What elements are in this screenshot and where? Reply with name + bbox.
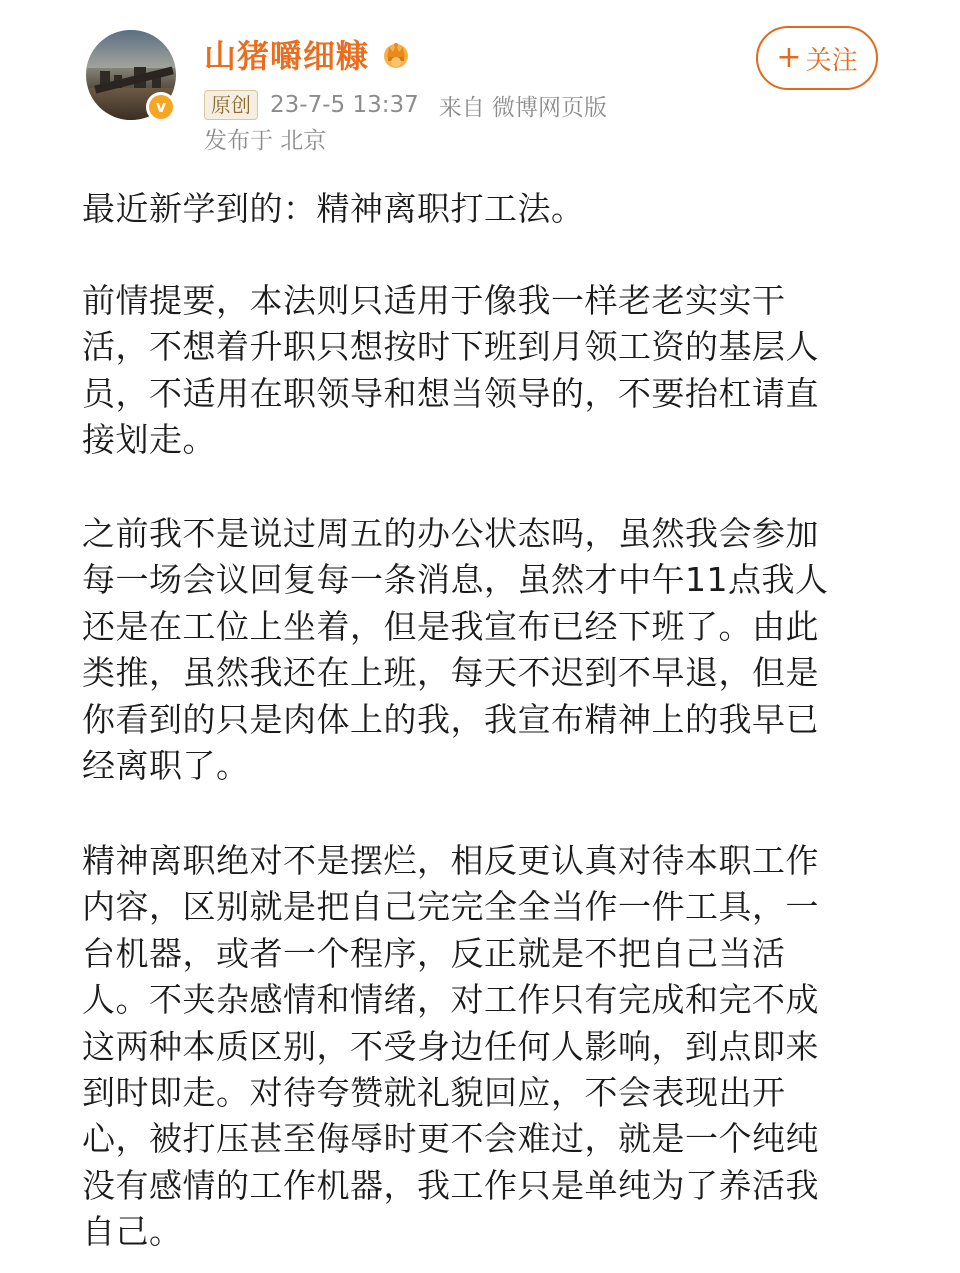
text-line: 接划走。: [82, 420, 216, 460]
text-line: 经离职了。: [82, 746, 250, 786]
text-line: 每一场会议回复每一条消息，虽然才中午11点我人: [82, 560, 829, 600]
text-line: 台机器，或者一个程序，反正就是不把自己当活: [82, 933, 786, 973]
text-line: 内容，区别就是把自己完完全全当作一件工具，一: [82, 887, 819, 927]
paragraph: [82, 186, 585, 232]
post-meta: [204, 88, 607, 122]
text-line: 自己。: [82, 1212, 183, 1252]
follow-label: 关注: [805, 45, 858, 76]
follow-button[interactable]: [756, 26, 878, 90]
author-row: [204, 30, 413, 78]
paragraph: [82, 838, 862, 1256]
original-tag: 原创: [204, 90, 258, 120]
crown-icon: [379, 37, 413, 71]
text-line: 这两种本质区别，不受身边任何人影响，到点即来: [82, 1026, 819, 1066]
text-line: 活，不想着升职只想按时下班到月领工资的基层人: [82, 327, 819, 367]
post-location: 发布于 北京: [204, 128, 327, 154]
text-line: 还是在工位上坐着，但是我宣布已经下班了。由此: [82, 606, 819, 646]
text-line: 类推，虽然我还在上班，每天不迟到不早退，但是: [82, 653, 819, 693]
text-line: 到时即走。对待夸赞就礼貌回应，不会表现出开: [82, 1073, 786, 1113]
verified-badge-icon: v: [146, 92, 176, 122]
text-line: 心，被打压甚至侮辱时更不会难过，就是一个纯纯: [82, 1119, 819, 1159]
text-line: 人。不夹杂感情和情绪，对工作只有完成和完不成: [82, 980, 819, 1020]
paragraph: [82, 511, 862, 789]
text-line: 员，不适用在职领导和想当领导的，不要抬杠请直: [82, 373, 819, 413]
text-line: 之前我不是说过周五的办公状态吗，虽然我会参加: [82, 514, 819, 553]
post-header: [0, 0, 960, 170]
plus-icon: +: [776, 40, 802, 75]
post-source: 来自 微博网页版: [438, 94, 608, 121]
text-line: 没有感情的工作机器，我工作只是单纯为了养活我: [82, 1165, 819, 1205]
text-line: 最近新学到的：精神离职打工法。: [82, 189, 585, 228]
text-line: 前情提要，本法则只适用于像我一样老老实实干: [82, 281, 786, 320]
paragraph: [82, 278, 862, 464]
text-line: 你看到的只是肉体上的我，我宣布精神上的我早已: [82, 699, 819, 739]
text-line: 精神离职绝对不是摆烂，相反更认真对待本职工作: [82, 841, 819, 880]
author-name[interactable]: 山猪嚼细糠: [204, 37, 370, 75]
post-timestamp[interactable]: 23-7-5 13:37: [270, 92, 419, 118]
